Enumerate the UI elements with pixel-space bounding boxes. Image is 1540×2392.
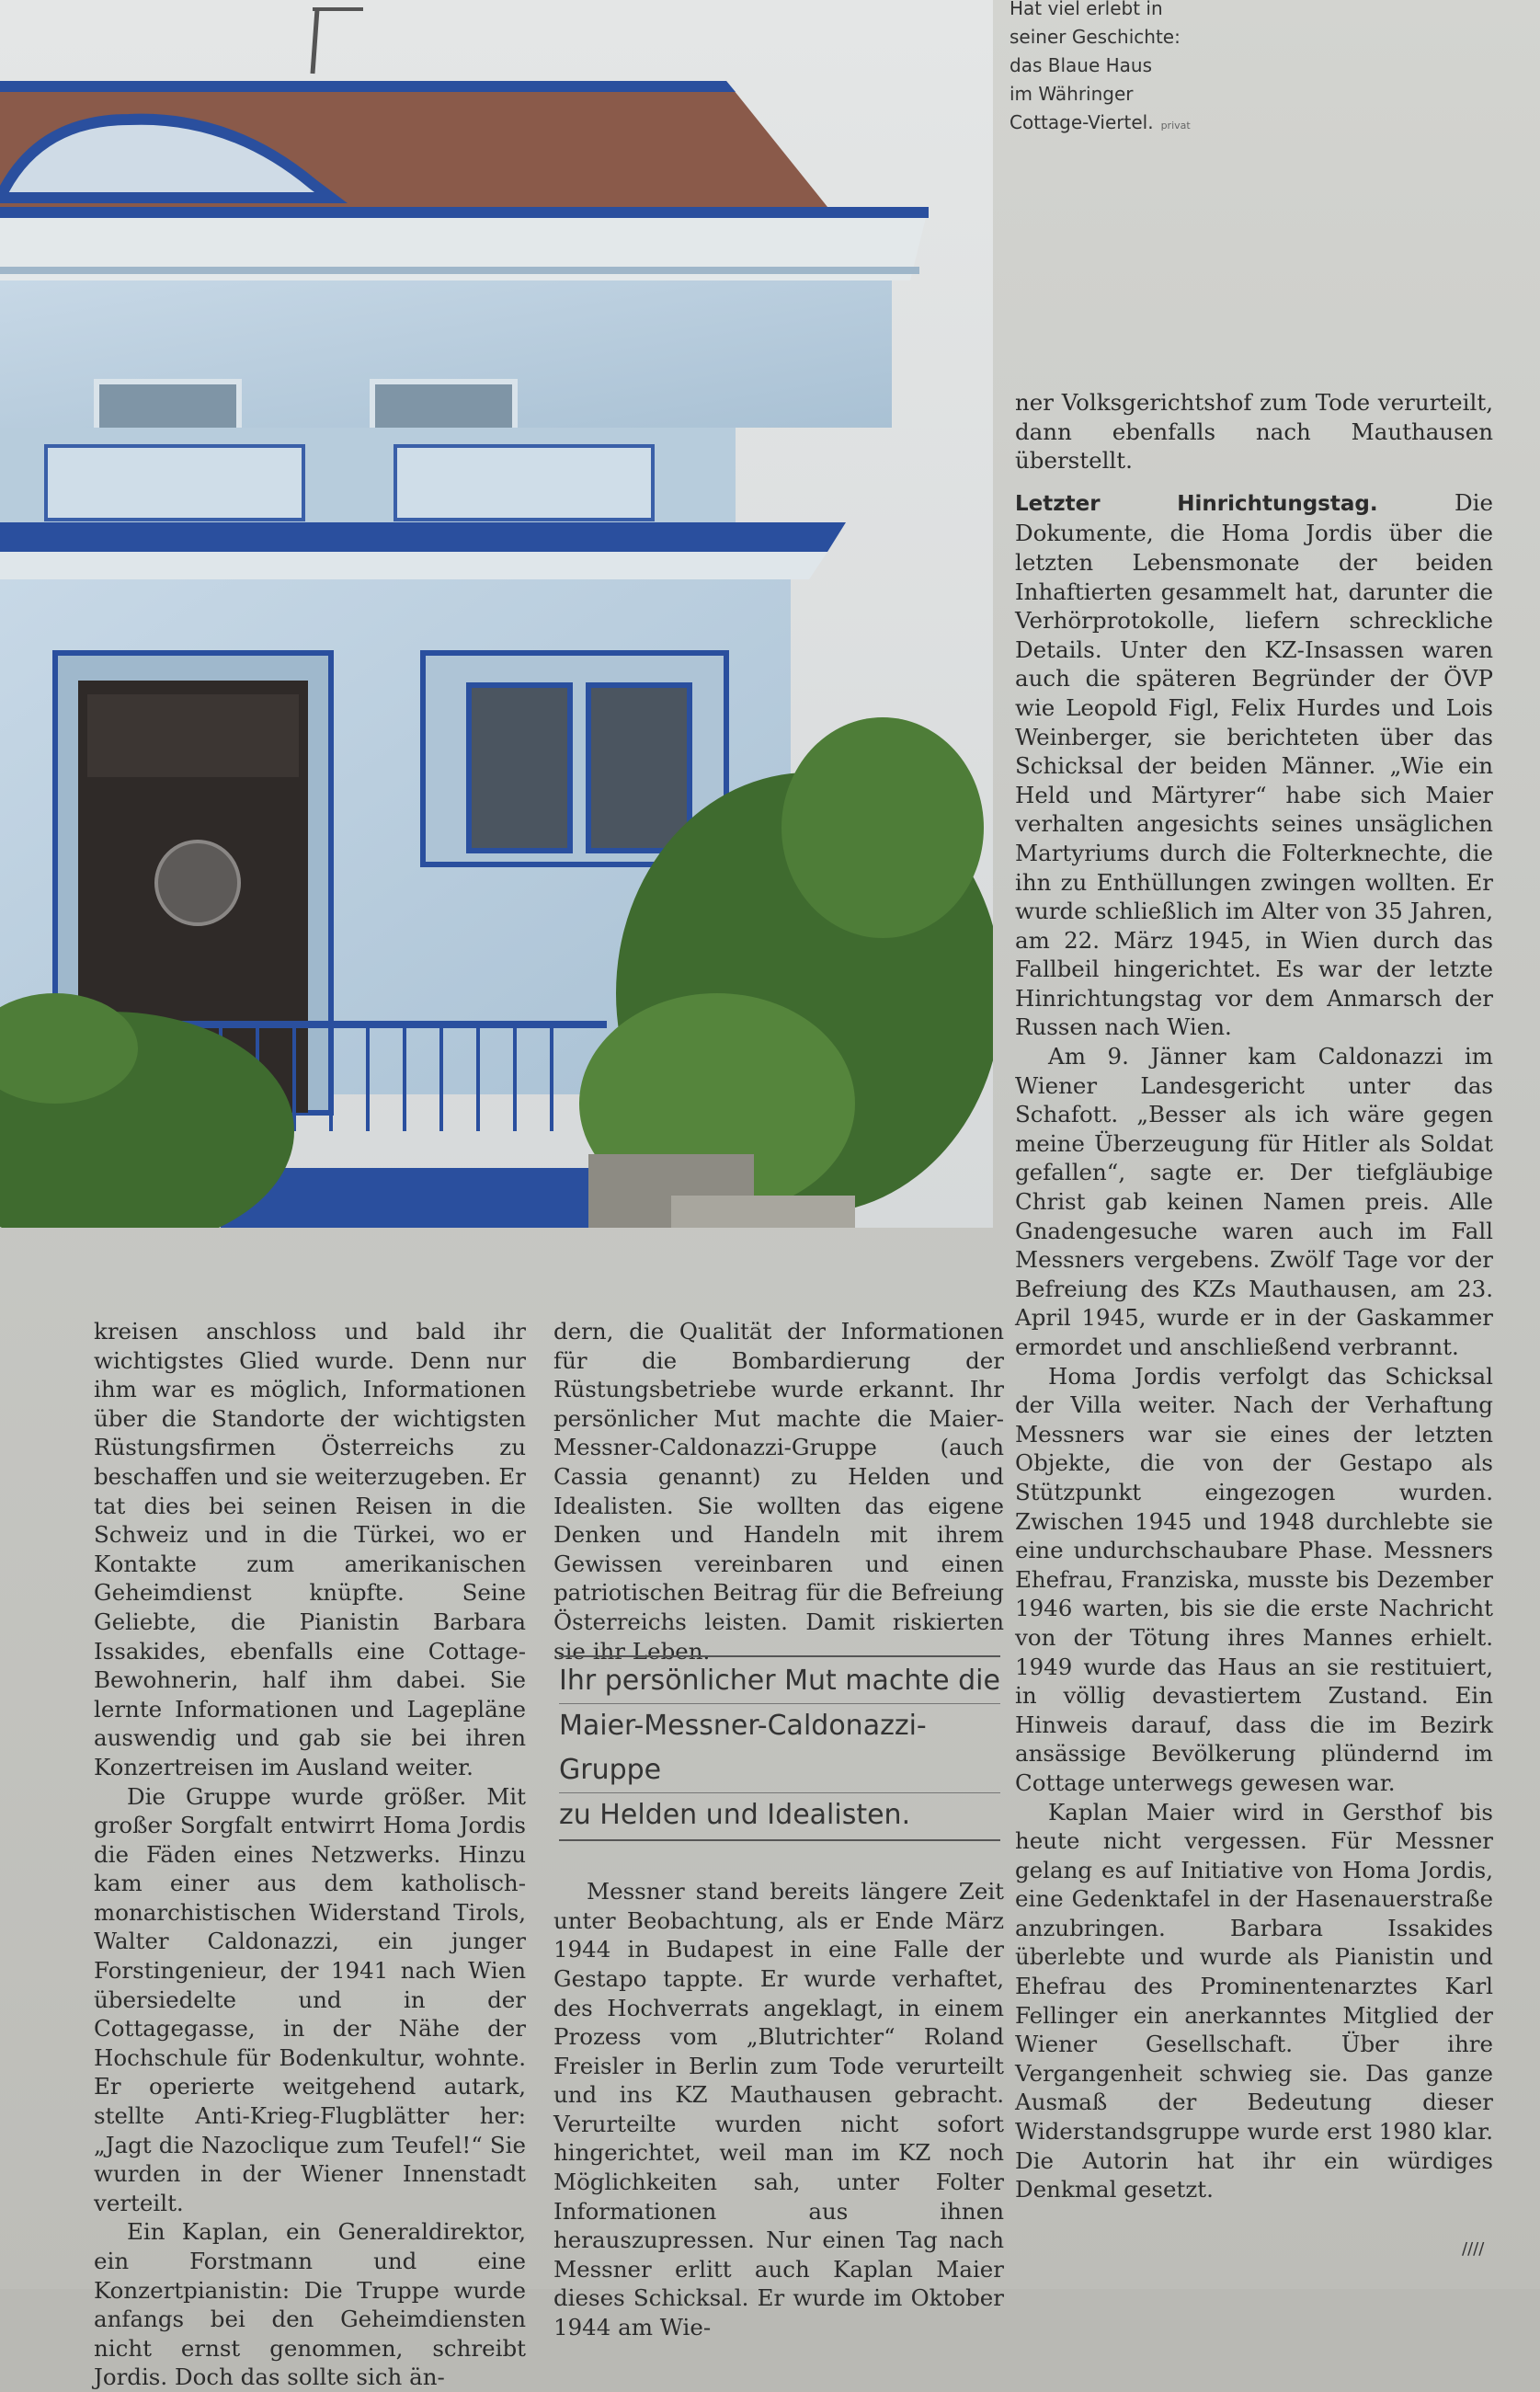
- photo-blue-house: [0, 0, 993, 1228]
- paragraph: Am 9. Jänner kam Caldonazzi im Wiener Landesgericht unter das Schafott. „Besser als ich wäre gegen meine Überzeugung für Hitler als Soldat gefallen“, sagte er. Der tiefgläubige Christ gab keinen Namen preis. Alle Gnadengesuche waren auch im Fall Messners vergebens. Zwölf Tage vor der Befreiung des KZs Mauthausen, am 23. April 1945, wurde er in der Gaskammer ermordet und anschließend verbrannt.: [1015, 1043, 1493, 1360]
- caption-line: [1010, 109, 1221, 140]
- caption-line: im Währinger: [1010, 83, 1134, 105]
- paragraph: Die Gruppe wurde größer. Mit großer Sorgfalt entwirrt Homa Jordis die Fäden eines Netzwerks. Hinzu kam einer aus dem katholisch-monarchistischen Widerstand Tirols, Walter Caldonazzi, ein junger Forstingenieur, der 1941 nach Wien übersiedelte und in der Cottagegasse, in der Nähe der Hochschule für Bodenkultur, wohnte. Er operierte weitgehend autark, stellte Anti-Krieg-Flugblätter her: „Jagt die Nazoclique zum Teufel!“ Sie wurden in der Wiener Innenstadt verteilt.: [94, 1782, 526, 2216]
- pull-quote-line: zu Helden und Idealisten.: [559, 1799, 911, 1831]
- pull-quote-line: Maier-Messner-Caldonazzi-Gruppe: [559, 1704, 1000, 1793]
- pull-quote-line: Ihr persönlicher Mut machte die: [559, 1659, 1000, 1704]
- paragraph: ner Volksgerichtshof zum Tode verurteilt, dann ebenfalls nach Mauthausen überstellt.: [1015, 389, 1493, 475]
- paragraph: Homa Jordis verfolgt das Schicksal der Villa weiter. Nach der Verhaftung Messners war sie eines der letzten Objekte, die von der Gestapo als Stützpunkt eingezogen wurden. Zwischen 1945 und 1948 durchlebte sie eine undurchschaubare Phase. Messners Ehefrau, Franziska, musste bis Dezember 1946 warten, bis sie die erste Nachricht von der Tötung ihres Mannes erhielt. 1949 wurde das Haus an sie restituiert, in völlig devastiertem Zustand. Ein Hinweis darauf, dass die im Bezirk ansässige Bevölkerung plündernd im Cottage unterwegs gewesen war.: [1015, 1362, 1493, 1796]
- caption-line: Hat viel erlebt in: [1010, 0, 1163, 19]
- article-column-left: [94, 1317, 526, 2392]
- article-column-right: [1015, 388, 1493, 2204]
- paragraph-text: Die Dokumente, die Homa Jordis über die letzten Lebensmonate der beiden Inhaftierten gesammelt hat, darunter die Verhörprotokolle, liefern schreckliche Details. Unter den KZ-Insassen waren auch die späteren Begründer der ÖVP wie Leopold Figl, Felix Hurdes und Lois Weinberger, sie berichteten über das Schicksal der beiden Männer. „Wie ein Held und Märtyrer“ habe sich Maier verhalten angesichts seines unsäglichen Martyriums durch die Folterknechte, die ihn zu Enthüllungen zwingen wollten. Er wurde schließlich im Alter von 35 Jahren, am 22. März 1945, in Wien durch das Fallbeil hingerichtet. Es war der letzte Hinrichtungstag vor dem Anmarsch der Russen nach Wien.: [1015, 488, 1494, 1041]
- caption-text: Cottage-Viertel.: [1010, 111, 1154, 133]
- article-end-mark: ////: [1462, 2239, 1485, 2259]
- caption-line: das Blaue Haus: [1010, 54, 1152, 76]
- paragraph: Messner stand bereits längere Zeit unter Beobachtung, als er Ende März 1944 in Budapest in eine Falle der Gestapo tappte. Er wurde verhaftet, des Hochverrats angeklagt, in einem Prozess vom „Blutrichter“ Roland Freisler in Berlin zum Tode verurteilt und ins KZ Mauthausen gebracht. Verurteilte wurden nicht sofort hingerichtet, weil man im KZ noch Möglichkeiten sah, unter Folter Informationen aus ihnen herauszupressen. Nur einen Tag nach Messner erlitt auch Kaplan Maier dieses Schicksal. Er wurde im Oktober 1944 am Wie-: [553, 1878, 1004, 2341]
- paragraph-with-lead: [1015, 488, 1493, 1042]
- paragraph: dern, die Qualität der Informationen für die Bombardierung der Rüstungsbetriebe wurde erkannt. Ihr persönlicher Mut machte die Maier-Messner-Caldonazzi-Gruppe (auch Cassia genannt) zu Helden und Idealisten. Sie wollten das eigene Denken und Handeln mit ihrem Gewissen vereinbaren und einen patriotischen Beitrag für die Befreiung Österreichs leisten. Damit riskierten sie ihr Leben.: [553, 1318, 1004, 1665]
- paragraph: Ein Kaplan, ein Generaldirektor, ein Forstmann und eine Konzertpianistin: Die Truppe wurde anfangs bei den Geheimdiensten nicht ernst genommen, schreibt Jordis. Doch das sollte sich än-: [94, 2218, 526, 2391]
- subheading: Letzter Hinrichtungstag.: [1015, 491, 1378, 516]
- paragraph: kreisen anschloss und bald ihr wichtigstes Glied wurde. Denn nur ihm war es möglich, Informationen über die Standorte der wichtigsten Rüstungsfirmen Österreichs zu beschaffen und sie weiterzugeben. Er tat dies bei seinen Reisen in die Schweiz und in die Türkei, wo er Kontakte zum amerikanischen Geheimdienst knüpfte. Seine Geliebte, die Pianistin Barbara Issakides, ebenfalls eine Cottage-Bewohnerin, half ihm dabei. Sie lernte Informationen und Lagepläne auswendig und gab sie bei ihren Konzertreisen im Ausland weiter.: [94, 1318, 526, 1780]
- photo-caption: [1010, 0, 1221, 140]
- caption-line: seiner Geschichte:: [1010, 26, 1181, 48]
- pull-quote: [559, 1655, 1000, 1841]
- photo-credit: privat: [1160, 120, 1191, 132]
- paragraph: Kaplan Maier wird in Gersthof bis heute nicht vergessen. Für Messner gelang es auf Initiative von Homa Jordis, eine Gedenktafel in der Hasenauerstraße anzubringen. Barbara Issakides überlebte und wurde als Pianistin und Ehefrau des Prominentenarztes Karl Fellinger ein anerkanntes Mitglied der Wiener Gesellschaft. Über ihre Vergangenheit schwieg sie. Das ganze Ausmaß der Bedeutung dieser Widerstandsgruppe wurde erst 1980 klar. Die Autorin hat ihr ein würdiges Denkmal gesetzt.: [1015, 1798, 1493, 2203]
